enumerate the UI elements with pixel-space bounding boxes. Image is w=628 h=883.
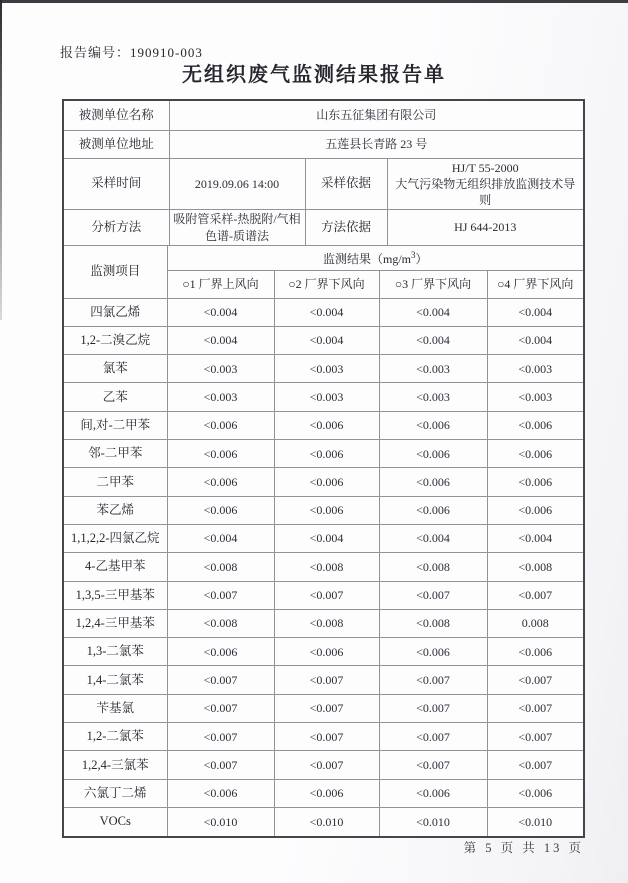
- result-value: <0.006: [379, 468, 487, 496]
- report-number-label: 报告编号：: [60, 45, 131, 60]
- result-value: <0.004: [379, 326, 487, 354]
- result-value: <0.004: [167, 298, 274, 326]
- pollutant-name: 1,2-二氯苯: [64, 723, 167, 751]
- table-row: [64, 723, 583, 751]
- result-value: <0.007: [379, 666, 487, 694]
- table-row: [64, 666, 583, 694]
- result-value: <0.007: [487, 723, 583, 751]
- unit-address-value: 五莲县长青路 23 号: [169, 130, 583, 158]
- result-value: <0.004: [379, 298, 487, 326]
- pollutant-name: 乙苯: [64, 383, 167, 411]
- table-row: [64, 246, 583, 270]
- result-value: <0.007: [379, 723, 487, 751]
- result-value: <0.007: [379, 694, 487, 722]
- unit-header-prefix: 监测结果（mg/m: [323, 251, 412, 266]
- result-value: <0.006: [379, 638, 487, 666]
- result-value: <0.003: [487, 355, 583, 383]
- result-value: <0.004: [487, 524, 583, 552]
- result-value: <0.010: [274, 807, 379, 835]
- pollutant-name: 1,1,2,2-四氯乙烷: [64, 524, 167, 552]
- table-row: [64, 158, 583, 210]
- method-basis-label: 方法依据: [305, 210, 387, 246]
- pollutant-name: 1,2-二溴乙烷: [64, 326, 167, 354]
- result-value: <0.006: [274, 411, 379, 439]
- unit-name-label: 被测单位名称: [64, 101, 169, 130]
- result-value: <0.007: [274, 666, 379, 694]
- results-table: [64, 246, 583, 836]
- pollutant-name: 氯苯: [64, 355, 167, 383]
- table-row: [64, 101, 583, 130]
- analysis-method-label: 分析方法: [64, 210, 169, 246]
- table-row: [64, 609, 583, 637]
- result-value: <0.007: [167, 581, 274, 609]
- result-value: <0.006: [274, 440, 379, 468]
- table-row: [64, 694, 583, 722]
- result-value: <0.007: [167, 751, 274, 779]
- result-value: <0.004: [167, 326, 274, 354]
- table-row: [64, 638, 583, 666]
- result-value: <0.003: [379, 355, 487, 383]
- pollutant-name: 四氯乙烯: [64, 298, 167, 326]
- result-value: <0.006: [487, 440, 583, 468]
- pollutant-name: 4-乙基甲苯: [64, 553, 167, 581]
- result-value: <0.003: [167, 355, 274, 383]
- table-row: [64, 496, 583, 524]
- table-row: [64, 581, 583, 609]
- table-row: [64, 130, 583, 158]
- column-header-point4: ○4 厂界下风向: [487, 270, 583, 298]
- unit-header-suffix: ）: [415, 251, 428, 266]
- result-value: <0.003: [487, 383, 583, 411]
- pollutant-name: 苯乙烯: [64, 496, 167, 524]
- table-row: [64, 383, 583, 411]
- result-value: <0.007: [274, 723, 379, 751]
- method-basis-value: HJ 644-2013: [387, 210, 583, 246]
- result-value: <0.004: [487, 298, 583, 326]
- result-value: <0.006: [167, 638, 274, 666]
- pollutant-name: 六氯丁二烯: [64, 779, 167, 807]
- unit-name-value: 山东五征集团有限公司: [169, 101, 583, 130]
- result-value: <0.006: [379, 411, 487, 439]
- result-value: <0.004: [487, 326, 583, 354]
- result-value: <0.008: [379, 553, 487, 581]
- result-value: <0.007: [167, 666, 274, 694]
- result-value: <0.010: [167, 807, 274, 835]
- result-value: <0.006: [487, 496, 583, 524]
- table-row: [64, 326, 583, 354]
- result-value: <0.007: [379, 581, 487, 609]
- result-value: <0.006: [167, 779, 274, 807]
- pollutant-name: 1,2,4-三甲基苯: [64, 609, 167, 637]
- table-row: [64, 524, 583, 552]
- result-value: <0.006: [274, 468, 379, 496]
- result-unit-header: [167, 246, 583, 270]
- result-value: <0.006: [379, 440, 487, 468]
- column-header-point3: ○3 厂界下风向: [379, 270, 487, 298]
- result-value: <0.006: [379, 496, 487, 524]
- result-value: <0.004: [379, 524, 487, 552]
- table-row: [64, 411, 583, 439]
- result-value: <0.007: [167, 723, 274, 751]
- sample-basis-line2: 大气污染物无组织排放监测技术导则: [395, 176, 576, 207]
- result-value: <0.004: [274, 326, 379, 354]
- table-row: [64, 807, 583, 835]
- report-table: [62, 99, 585, 838]
- info-table: [64, 101, 583, 246]
- scan-top-edge: [0, 0, 628, 3]
- sample-time-value: 2019.09.06 14:00: [169, 158, 305, 210]
- result-value: <0.003: [167, 383, 274, 411]
- result-value: <0.006: [487, 411, 583, 439]
- result-value: <0.007: [487, 694, 583, 722]
- result-value: <0.007: [274, 751, 379, 779]
- result-value: <0.004: [274, 298, 379, 326]
- result-value: <0.003: [274, 383, 379, 411]
- sample-time-label: 采样时间: [64, 158, 169, 210]
- result-value: 0.008: [487, 609, 583, 637]
- pollutant-name: VOCs: [64, 807, 167, 835]
- result-value: <0.010: [379, 807, 487, 835]
- sample-basis-line1: HJ/T 55-2000: [451, 160, 519, 175]
- pollutant-name: 苄基氯: [64, 694, 167, 722]
- result-value: <0.008: [487, 553, 583, 581]
- analysis-method-value: 吸附管采样-热脱附/气相色谱-质谱法: [169, 210, 305, 246]
- item-header: 监测项目: [64, 246, 167, 298]
- table-row: [64, 779, 583, 807]
- pollutant-name: 二甲苯: [64, 468, 167, 496]
- result-value: <0.008: [274, 609, 379, 637]
- result-value: <0.006: [167, 411, 274, 439]
- unit-address-label: 被测单位地址: [64, 130, 169, 158]
- page-footer: 第 5 页 共 13 页: [463, 841, 584, 855]
- result-value: <0.006: [487, 638, 583, 666]
- report-number-value: 190910-003: [130, 45, 203, 60]
- result-value: <0.008: [274, 553, 379, 581]
- result-value: <0.006: [274, 496, 379, 524]
- column-header-point2: ○2 厂界下风向: [274, 270, 379, 298]
- table-row: [64, 468, 583, 496]
- result-value: <0.007: [487, 751, 583, 779]
- result-value: <0.010: [487, 807, 583, 835]
- result-value: <0.007: [487, 581, 583, 609]
- result-value: <0.006: [167, 468, 274, 496]
- table-row: [64, 553, 583, 581]
- result-value: <0.007: [167, 694, 274, 722]
- result-value: <0.007: [487, 666, 583, 694]
- pollutant-name: 1,3-二氯苯: [64, 638, 167, 666]
- result-value: <0.006: [487, 468, 583, 496]
- pollutant-name: 间,对-二甲苯: [64, 411, 167, 439]
- table-row: [64, 440, 583, 468]
- result-value: <0.008: [167, 609, 274, 637]
- result-value: <0.008: [379, 609, 487, 637]
- table-row: [64, 355, 583, 383]
- result-value: <0.006: [487, 779, 583, 807]
- table-row: [64, 210, 583, 246]
- scan-left-edge: [0, 0, 2, 320]
- result-value: <0.006: [274, 779, 379, 807]
- sample-basis-value: [387, 158, 583, 210]
- result-value: <0.003: [379, 383, 487, 411]
- pollutant-name: 1,3,5-三甲基苯: [64, 581, 167, 609]
- result-value: <0.006: [274, 638, 379, 666]
- page-title: 无组织废气监测结果报告单: [182, 64, 446, 86]
- result-value: <0.007: [274, 694, 379, 722]
- table-row: [64, 751, 583, 779]
- result-value: <0.008: [167, 553, 274, 581]
- result-value: <0.006: [167, 496, 274, 524]
- result-value: <0.007: [379, 751, 487, 779]
- result-value: <0.003: [274, 355, 379, 383]
- pollutant-name: 1,2,4-三氯苯: [64, 751, 167, 779]
- result-value: <0.006: [379, 779, 487, 807]
- result-value: <0.004: [167, 524, 274, 552]
- pollutant-name: 邻-二甲苯: [64, 440, 167, 468]
- result-value: <0.007: [274, 581, 379, 609]
- column-header-point1: ○1 厂界上风向: [167, 270, 274, 298]
- result-value: <0.006: [167, 440, 274, 468]
- pollutant-name: 1,4-二氯苯: [64, 666, 167, 694]
- table-row: [64, 298, 583, 326]
- sample-basis-label: 采样依据: [305, 158, 387, 210]
- unit-header-sup: 3: [411, 249, 416, 260]
- result-value: <0.004: [274, 524, 379, 552]
